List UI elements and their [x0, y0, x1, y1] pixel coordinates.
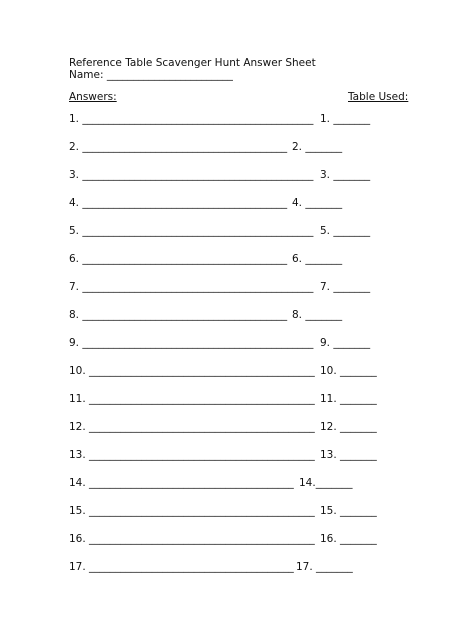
answer-line-2: 2. _______________________________________ [69, 141, 288, 153]
table-line-17: 17. _______ [296, 561, 353, 573]
answer-line-5: 5. ____________________________________________ [69, 225, 314, 237]
table-line-8: 8. _______ [292, 309, 343, 321]
sheet-title: Reference Table Scavenger Hunt Answer Sheet [69, 57, 316, 69]
answer-line-4: 4. _______________________________________ [69, 197, 288, 209]
answer-line-17: 17. _______________________________________ [69, 561, 294, 573]
answer-line-12: 12. ___________________________________________ [69, 421, 315, 433]
table-line-13: 13. _______ [320, 449, 377, 461]
table-line-6: 6. _______ [292, 253, 343, 265]
table-line-4: 4. _______ [292, 197, 343, 209]
table-line-11: 11. _______ [320, 393, 377, 405]
table-line-3: 3. _______ [320, 169, 371, 181]
table-line-2: 2. _______ [292, 141, 343, 153]
table-line-5: 5. _______ [320, 225, 371, 237]
answer-line-14: 14. _______________________________________ [69, 477, 294, 489]
table-line-12: 12. _______ [320, 421, 377, 433]
answer-line-10: 10. ___________________________________________ [69, 365, 315, 377]
answer-line-11: 11. ___________________________________________ [69, 393, 315, 405]
answer-line-7: 7. ____________________________________________ [69, 281, 314, 293]
table-line-1: 1. _______ [320, 113, 371, 125]
answer-line-1: 1. ____________________________________________ [69, 113, 314, 125]
table-line-10: 10. _______ [320, 365, 377, 377]
answers-header: Answers: [69, 91, 117, 103]
table-line-14: 14._______ [299, 477, 353, 489]
table-line-15: 15. _______ [320, 505, 377, 517]
answer-line-13: 13. ___________________________________________ [69, 449, 315, 461]
name-field-line: Name: ________________________ [69, 69, 233, 81]
table-used-header: Table Used: [348, 91, 409, 103]
table-line-9: 9. _______ [320, 337, 371, 349]
answer-line-6: 6. _______________________________________ [69, 253, 288, 265]
answer-line-3: 3. ____________________________________________ [69, 169, 314, 181]
answer-line-9: 9. ____________________________________________ [69, 337, 314, 349]
table-line-16: 16. _______ [320, 533, 377, 545]
answer-line-16: 16. ___________________________________________ [69, 533, 315, 545]
table-line-7: 7. _______ [320, 281, 371, 293]
answer-line-8: 8. _______________________________________ [69, 309, 288, 321]
answer-line-15: 15. ___________________________________________ [69, 505, 315, 517]
